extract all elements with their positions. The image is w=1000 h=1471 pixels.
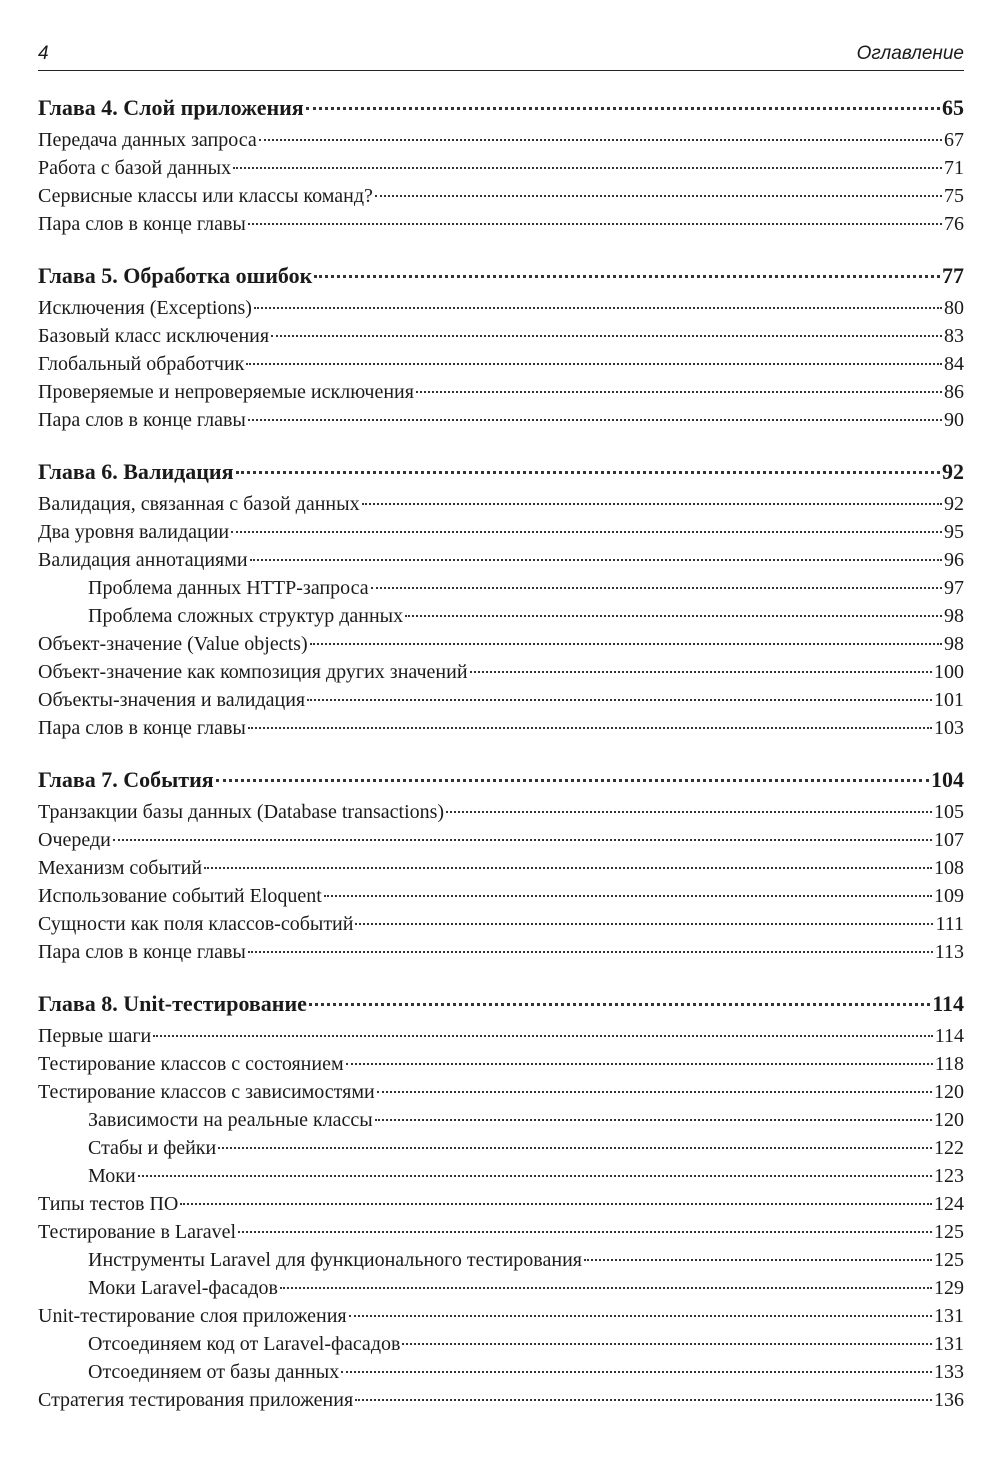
entry-page: 75 — [944, 185, 964, 207]
toc-entry[interactable] — [38, 156, 964, 180]
entry-label: Использование событий Eloquent — [38, 885, 322, 907]
toc-entry[interactable] — [38, 1192, 964, 1216]
chapter-title: Глава 4. Слой приложения — [38, 95, 304, 120]
dot-leader — [377, 1091, 932, 1093]
toc-entry[interactable] — [38, 492, 964, 516]
toc-subentry[interactable] — [88, 1164, 964, 1188]
chapter-page: 77 — [942, 263, 964, 288]
entry-page: 120 — [934, 1109, 964, 1131]
dot-leader — [238, 1231, 932, 1233]
dot-leader — [246, 363, 942, 365]
entry-label: Стабы и фейки — [88, 1137, 217, 1159]
entry-page: 133 — [934, 1361, 964, 1383]
entry-page: 125 — [934, 1221, 964, 1243]
toc-chapter-8[interactable] — [38, 992, 964, 1016]
dot-leader — [341, 1371, 932, 1373]
page-number: 4 — [38, 43, 49, 64]
toc-entry[interactable] — [38, 828, 964, 852]
entry-page: 131 — [934, 1333, 964, 1355]
entry-label: Зависимости на реальные классы — [88, 1109, 373, 1131]
toc-entry[interactable] — [38, 1052, 964, 1076]
entry-label: Объекты-значения и валидация — [38, 689, 306, 711]
entry-page: 131 — [934, 1305, 964, 1327]
toc-entry[interactable] — [38, 548, 964, 572]
entry-label: Моки Laravel-фасадов — [88, 1277, 278, 1299]
toc-entry[interactable] — [38, 1080, 964, 1104]
dot-leader — [113, 839, 932, 841]
chapter-title: Глава 8. Unit-тестирование — [38, 991, 307, 1016]
toc-subentry[interactable] — [88, 576, 964, 600]
toc-entry[interactable] — [38, 660, 964, 684]
entry-label: Объект-значение как композиция других значений — [38, 661, 468, 683]
chapter-title: Глава 7. События — [38, 767, 214, 792]
entry-label: Тестирование классов с зависимостями — [38, 1081, 375, 1103]
entry-page: 105 — [934, 801, 964, 823]
entry-label: Механизм событий — [38, 857, 203, 879]
entry-label: Первые шаги — [38, 1025, 152, 1047]
entry-label: Отсоединяем код от Laravel-фасадов — [88, 1333, 401, 1355]
dot-leader — [310, 643, 942, 645]
entry-page: 67 — [944, 129, 964, 151]
entry-label: Стратегия тестирования приложения — [38, 1389, 354, 1411]
dot-leader — [259, 139, 942, 141]
dot-leader — [416, 391, 942, 393]
entry-page: 86 — [944, 381, 964, 403]
entry-label: Отсоединяем от базы данных — [88, 1361, 340, 1383]
toc-entry[interactable] — [38, 632, 964, 656]
entry-label: Проблема данных HTTP-запроса — [88, 577, 369, 599]
entry-page: 98 — [944, 605, 964, 627]
toc-entry[interactable] — [38, 408, 964, 432]
entry-label: Валидация, связанная с базой данных — [38, 493, 360, 515]
entry-page: 107 — [934, 829, 964, 851]
entry-label: Работа с базой данных — [38, 157, 232, 179]
toc-entry[interactable] — [38, 296, 964, 320]
running-title: Оглавление — [856, 43, 964, 64]
toc-subentry[interactable] — [88, 1136, 964, 1160]
entry-page: 120 — [934, 1081, 964, 1103]
dot-leader — [250, 559, 942, 561]
entry-label: Объект-значение (Value objects) — [38, 633, 308, 655]
toc-entry[interactable] — [38, 1388, 964, 1412]
entry-page: 96 — [944, 549, 964, 571]
entry-page: 76 — [944, 213, 964, 235]
entry-label: Тестирование в Laravel — [38, 1221, 236, 1243]
dot-leader — [218, 1147, 932, 1149]
entry-label: Тестирование классов с состоянием — [38, 1053, 344, 1075]
entry-page: 95 — [944, 521, 964, 543]
chapter-title: Глава 5. Обработка ошибок — [38, 263, 313, 288]
dot-leader — [371, 587, 942, 589]
entry-label: Валидация аннотациями — [38, 549, 248, 571]
entry-label: Проблема сложных структур данных — [88, 605, 404, 627]
entry-page: 136 — [934, 1389, 964, 1411]
dot-leader — [248, 419, 942, 421]
toc-entry[interactable] — [38, 184, 964, 208]
toc-entry[interactable] — [38, 380, 964, 404]
entry-label: Unit-тестирование слоя приложения — [38, 1305, 347, 1327]
toc-entry[interactable] — [38, 1220, 964, 1244]
entry-label: Сущности как поля классов-событий — [38, 913, 354, 935]
entry-label: Моки — [88, 1165, 136, 1187]
chapter-page: 104 — [931, 767, 964, 792]
dot-leader — [138, 1175, 932, 1177]
dot-leader — [248, 727, 932, 729]
entry-label: Транзакции базы данных (Database transactions) — [38, 801, 445, 823]
entry-label: Два уровня валидации — [38, 521, 230, 543]
toc-entry[interactable] — [38, 128, 964, 152]
entry-label: Пара слов в конце главы — [38, 717, 246, 739]
entry-label: Базовый класс исключения — [38, 325, 270, 347]
dot-leader — [307, 699, 932, 701]
dot-leader — [204, 867, 932, 869]
toc-subentry[interactable] — [88, 1332, 964, 1356]
entry-page: 129 — [934, 1277, 964, 1299]
toc-subentry[interactable] — [88, 1108, 964, 1132]
dot-leader — [231, 531, 942, 533]
entry-page: 122 — [934, 1137, 964, 1159]
entry-page: 111 — [935, 913, 964, 935]
entry-page: 100 — [934, 661, 964, 683]
entry-page: 118 — [934, 1053, 964, 1075]
dot-leader — [216, 779, 929, 782]
dot-leader — [402, 1343, 932, 1345]
chapter-title: Глава 6. Валидация — [38, 459, 234, 484]
toc-subentry[interactable] — [88, 1276, 964, 1300]
chapter-page: 65 — [942, 95, 964, 120]
dot-leader — [324, 895, 932, 897]
dot-leader — [346, 1063, 933, 1065]
toc-entry[interactable] — [38, 1304, 964, 1328]
dot-leader — [355, 923, 933, 925]
toc-chapter-6[interactable] — [38, 460, 964, 484]
dot-leader — [236, 471, 940, 474]
chapter-page: 114 — [932, 991, 964, 1016]
toc-chapter-4[interactable] — [38, 96, 964, 120]
toc-entry[interactable] — [38, 1024, 964, 1048]
dot-leader — [470, 671, 932, 673]
entry-page: 92 — [944, 493, 964, 515]
entry-page: 108 — [934, 857, 964, 879]
entry-label: Глобальный обработчик — [38, 353, 245, 375]
entry-page: 124 — [934, 1193, 964, 1215]
entry-label: Пара слов в конце главы — [38, 409, 246, 431]
dot-leader — [405, 615, 942, 617]
dot-leader — [446, 811, 932, 813]
entry-page: 113 — [934, 941, 964, 963]
entry-page: 71 — [944, 157, 964, 179]
entry-label: Проверяемые и непроверяемые исключения — [38, 381, 414, 403]
dot-leader — [306, 107, 940, 110]
toc-subentry[interactable] — [88, 604, 964, 628]
dot-leader — [584, 1259, 932, 1261]
entry-label: Инструменты Laravel для функционального тестирования — [88, 1249, 582, 1271]
dot-leader — [375, 195, 942, 197]
toc-entry[interactable] — [38, 940, 964, 964]
entry-page: 98 — [944, 633, 964, 655]
toc-entry[interactable] — [38, 688, 964, 712]
entry-label: Исключения (Exceptions) — [38, 297, 252, 319]
toc-entry[interactable] — [38, 912, 964, 936]
dot-leader — [355, 1399, 932, 1401]
dot-leader — [248, 951, 933, 953]
entry-label: Пара слов в конце главы — [38, 941, 246, 963]
dot-leader — [314, 275, 940, 278]
entry-label: Передача данных запроса — [38, 129, 257, 151]
toc-entry[interactable] — [38, 716, 964, 740]
toc-entry[interactable] — [38, 212, 964, 236]
entry-page: 109 — [934, 885, 964, 907]
entry-page: 83 — [944, 325, 964, 347]
entry-page: 114 — [934, 1025, 964, 1047]
dot-leader — [248, 223, 942, 225]
entry-page: 125 — [934, 1249, 964, 1271]
toc-chapter-7[interactable] — [38, 768, 964, 792]
entry-page: 123 — [934, 1165, 964, 1187]
entry-page: 84 — [944, 353, 964, 375]
toc-entry[interactable] — [38, 856, 964, 880]
toc-chapter-5[interactable] — [38, 264, 964, 288]
entry-label: Сервисные классы или классы команд? — [38, 185, 373, 207]
toc-subentry[interactable] — [88, 1248, 964, 1272]
toc-entry[interactable] — [38, 352, 964, 376]
entry-page: 103 — [934, 717, 964, 739]
toc-entry[interactable] — [38, 884, 964, 908]
dot-leader — [153, 1035, 932, 1037]
toc-subentry[interactable] — [88, 1360, 964, 1384]
entry-page: 97 — [944, 577, 964, 599]
dot-leader — [233, 167, 942, 169]
dot-leader — [280, 1287, 932, 1289]
entry-label: Типы тестов ПО — [38, 1193, 179, 1215]
dot-leader — [254, 307, 942, 309]
entry-page: 101 — [934, 689, 964, 711]
chapter-page: 92 — [942, 459, 964, 484]
entry-page: 80 — [944, 297, 964, 319]
dot-leader — [375, 1119, 932, 1121]
toc-entry[interactable] — [38, 800, 964, 824]
toc-entry[interactable] — [38, 520, 964, 544]
entry-label: Пара слов в конце главы — [38, 213, 246, 235]
entry-page: 90 — [944, 409, 964, 431]
dot-leader — [180, 1203, 932, 1205]
dot-leader — [362, 503, 942, 505]
entry-label: Очереди — [38, 829, 111, 851]
dot-leader — [349, 1315, 932, 1317]
toc-entry[interactable] — [38, 324, 964, 348]
dot-leader — [271, 335, 942, 337]
dot-leader — [309, 1003, 930, 1006]
